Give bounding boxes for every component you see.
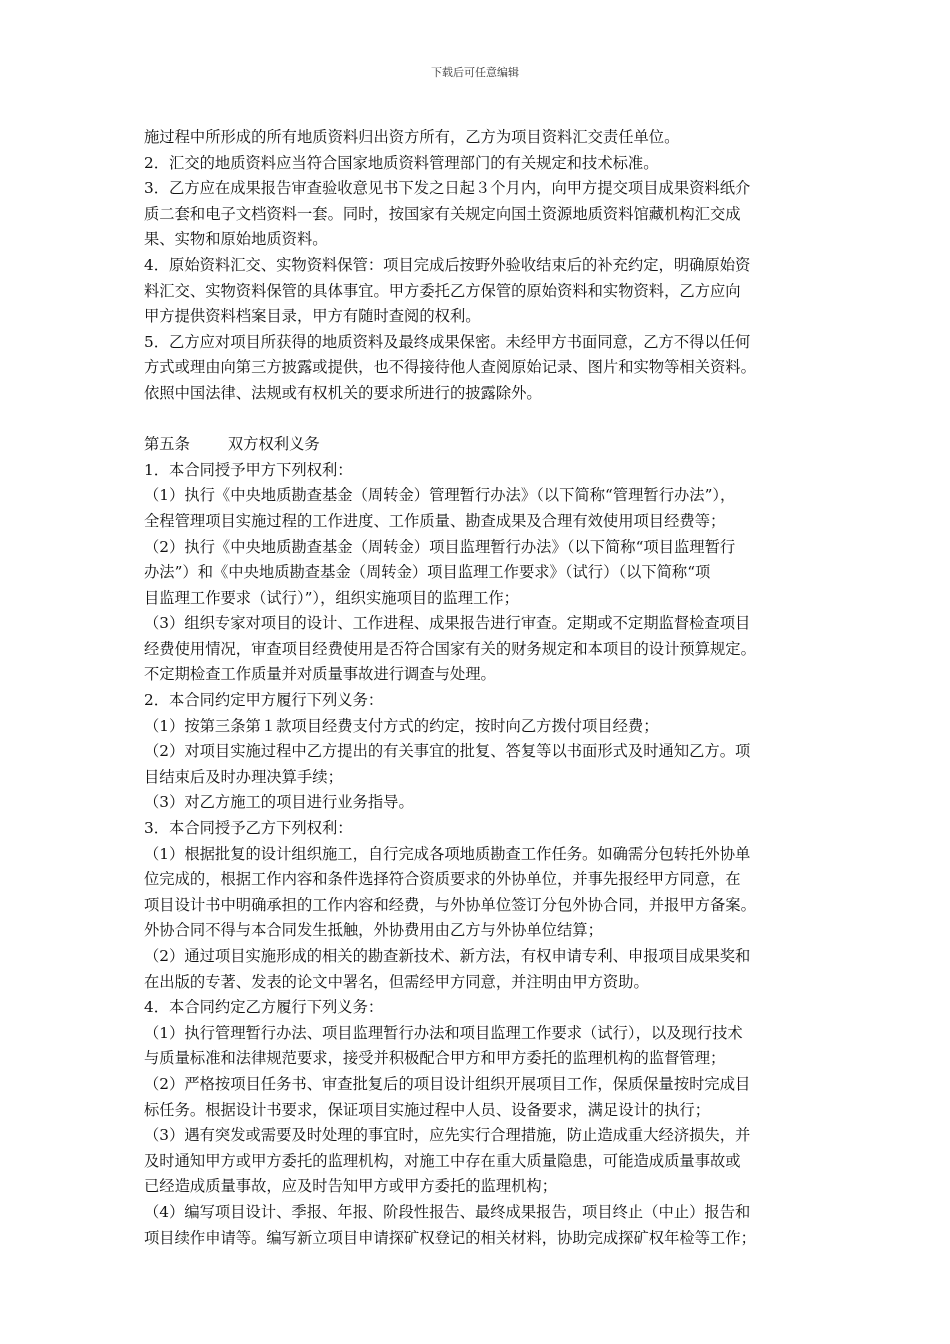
paragraph-line: （4）编写项目设计、季报、年报、阶段性报告、最终成果报告，项目终止（中止）报告和	[144, 1202, 751, 1221]
paragraph-line: （2）对项目实施过程中乙方提出的有关事宜的批复、答复等以书面形式及时通知乙方。项	[144, 742, 751, 761]
paragraph-line: 质二套和电子文档资料一套。同时，按国家有关规定向国土资源地质资料馆藏机构汇交成	[144, 204, 741, 223]
paragraph-line: （1）执行管理暂行办法、项目监理暂行办法和项目监理工作要求（试行），以及现行技术	[144, 1023, 743, 1042]
paragraph-line: 标任务。根据设计书要求，保证项目实施过程中人员、设备要求，满足设计的执行；	[144, 1100, 710, 1119]
paragraph-line: 办法”）和《中央地质勘查基金（周转金）项目监理工作要求》（试行）（以下简称“项	[144, 563, 711, 582]
paragraph-line: 4．原始资料汇交、实物资料保管：项目完成后按野外验收结束后的补充约定，明确原始资	[144, 255, 751, 274]
paragraph-line: 全程管理项目实施过程的工作进度、工作质量、勘查成果及合理有效使用项目经费等；	[144, 511, 726, 530]
paragraph-line: 甲方提供资料档案目录，甲方有随时查阅的权利。	[144, 307, 481, 326]
paragraph-line: 目监理工作要求（试行）”），组织实施项目的监理工作；	[144, 588, 519, 607]
paragraph-line: 目结束后及时办理决算手续；	[144, 767, 343, 786]
article-number: 第五条	[144, 435, 190, 454]
page-header: 下载后可任意编辑	[431, 66, 519, 79]
section-top	[144, 125, 814, 407]
paragraph-line: 已经造成质量事故，应及时告知甲方或甲方委托的监理机构；	[144, 1177, 558, 1196]
article-title: 双方权利义务	[227, 435, 320, 454]
paragraph-line: 与质量标准和法律规范要求，接受并积极配合甲方和甲方委托的监理机构的监督管理；	[144, 1049, 726, 1068]
paragraph-line: 外协合同不得与本合同发生抵触，外协费用由乙方与外协单位结算；	[144, 921, 603, 940]
paragraph-line: 2．汇交的地质资料应当符合国家地质资料管理部门的有关规定和技术标准。	[144, 153, 659, 172]
paragraph-line: 施过程中所形成的所有地质资料归出资方所有，乙方为项目资料汇交责任单位。	[144, 128, 680, 146]
paragraph-line: 经费使用情况，审查项目经费使用是否符合国家有关的财务规定和本项目的设计预算规定。	[144, 639, 756, 658]
paragraph-line: 不定期检查工作质量并对质量事故进行调查与处理。	[144, 665, 496, 684]
paragraph-line: （1）根据批复的设计组织施工，自行完成各项地质勘查工作任务。如确需分包转托外协单	[144, 844, 751, 863]
paragraph-line: （2）执行《中央地质勘查基金（周转金）项目监理暂行办法》（以下简称“项目监理暂行	[144, 537, 736, 556]
paragraph-line: 项目续作申请等。编写新立项目申请探矿权登记的相关材料，协助完成探矿权年检等工作；	[144, 1228, 756, 1247]
paragraph-line: （3）对乙方施工的项目进行业务指导。	[144, 793, 414, 812]
paragraph-line: 方式或理由向第三方披露或提供，也不得接待他人查阅原始记录、图片和实物等相关资料。	[144, 358, 756, 377]
paragraph-line: 3．本合同授予乙方下列权利：	[144, 819, 353, 838]
paragraph-line: 位完成的，根据工作内容和条件选择符合资质要求的外协单位，并事先报经甲方同意，在	[144, 870, 741, 889]
paragraph-line: 5．乙方应对项目所获得的地质资料及最终成果保密。未经甲方书面同意，乙方不得以任何	[144, 332, 751, 351]
paragraph-line: 3．乙方应在成果报告审查验收意见书下发之日起３个月内，向甲方提交项目成果资料纸介	[144, 179, 751, 198]
paragraph-line: 在出版的专著、发表的论文中署名，但需经甲方同意，并注明由甲方资助。	[144, 972, 649, 991]
paragraph-line: （2）通过项目实施形成的相关的勘查新技术、新方法，有权申请专利、申报项目成果奖和	[144, 947, 751, 965]
article-body	[144, 458, 814, 1251]
article-heading	[144, 432, 814, 458]
blank-line	[144, 407, 814, 433]
paragraph-line: 2．本合同约定甲方履行下列义务：	[144, 691, 384, 710]
paragraph-line: （3）遇有突发或需要及时处理的事宜时，应先实行合理措施，防止造成重大经济损失，并	[144, 1126, 751, 1145]
document-body	[144, 125, 814, 1251]
paragraph-line: 料汇交、实物资料保管的具体事宜。甲方委托乙方保管的原始资料和实物资料，乙方应向	[144, 281, 741, 300]
paragraph-line: （1）执行《中央地质勘查基金（周转金）管理暂行办法》（以下简称“管理暂行办法”），	[144, 486, 736, 505]
paragraph-line: 项目设计书中明确承担的工作内容和经费，与外协单位签订分包外协合同，并报甲方备案。	[144, 895, 756, 914]
paragraph-line: （3）组织专家对项目的设计、工作进程、成果报告进行审查。定期或不定期监督检查项目	[144, 614, 751, 633]
paragraph-line: （2）严格按项目任务书、审查批复后的项目设计组织开展项目工作，保质保量按时完成目	[144, 1074, 751, 1093]
paragraph-line: 4．本合同约定乙方履行下列义务：	[144, 998, 384, 1017]
paragraph-line: 依照中国法律、法规或有权机关的要求所进行的披露除外。	[144, 383, 542, 402]
paragraph-line: 及时通知甲方或甲方委托的监理机构，对施工中存在重大质量隐患，可能造成质量事故或	[144, 1151, 741, 1170]
paragraph-line: 1．本合同授予甲方下列权利：	[144, 460, 353, 479]
paragraph-line: 果、实物和原始地质资料。	[144, 230, 328, 249]
paragraph-line: （1）按第三条第１款项目经费支付方式的约定，按时向乙方拨付项目经费；	[144, 716, 659, 735]
